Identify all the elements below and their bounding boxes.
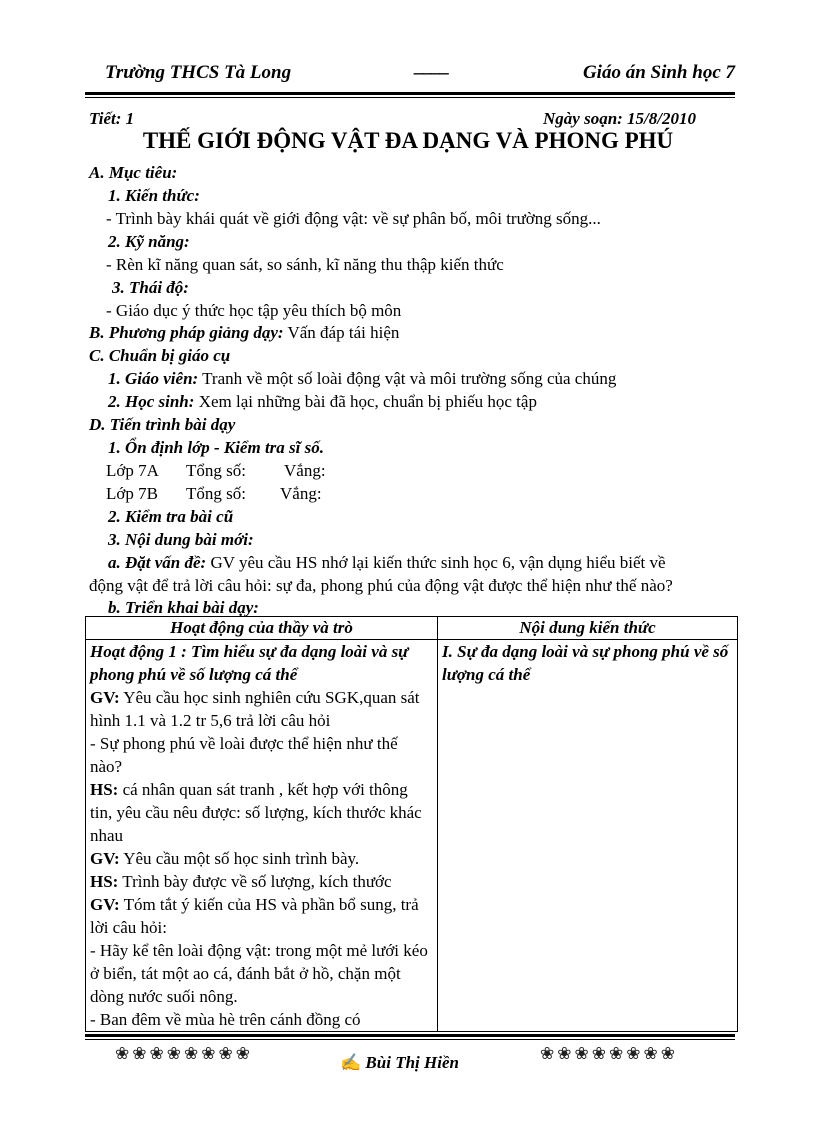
header-separator: ____ [415, 56, 449, 77]
knowledge-cell [438, 640, 738, 1032]
gv-text: Yêu cầu học sinh nghiên cứu SGK,quan sát hình 1.1 và 1.2 tr 5,6 trả lời câu hỏi [90, 688, 420, 730]
col-teacher-student-header: Hoạt động của thầy và trò [86, 617, 438, 640]
gv-instruction-1 [90, 686, 433, 732]
school-name: Trường THCS Tà Long [105, 62, 292, 83]
lesson-title: THẾ GIỚI ĐỘNG VẬT ĐA DẠNG VÀ PHONG PHÚ [142, 128, 674, 153]
hs-response-2 [90, 870, 433, 893]
section-d3b-heading: b. Triển khai bài dạy: [108, 598, 259, 617]
activity-title: Hoạt động 1 : Tìm hiểu sự đa dạng loài và sự phong phú về số lượng cá thể [90, 642, 409, 684]
section-a2-text: - Rèn kĩ năng quan sát, so sánh, kĩ năng thu thập kiến thức [106, 255, 504, 274]
section-d2-heading: 2. Kiểm tra bài cũ [108, 507, 234, 526]
author-signature [340, 1053, 459, 1073]
question-1: - Sự phong phú về loài được thể hiện như thế nào? [90, 734, 398, 776]
col-knowledge-header: Nội dung kiến thức [438, 617, 738, 640]
class-row-7a [106, 460, 326, 482]
section-c2-text: Xem lại những bài đã học, chuẩn bị phiếu học tập [198, 392, 537, 411]
section-a2-heading: 2. Kỹ năng: [108, 232, 190, 251]
lesson-activity-table [85, 616, 738, 1032]
section-b-text: Vấn đáp tái hiện [287, 323, 400, 342]
page-header [85, 56, 735, 90]
section-c1-label: 1. Giáo viên: [108, 369, 199, 388]
section-c2-label: 2. Học sinh: [108, 392, 195, 411]
table-row [86, 640, 738, 1032]
section-d3a [108, 552, 666, 574]
section-a1-text: - Trình bày khái quát về giới động vật: về sự phân bố, môi trường sống... [106, 209, 601, 228]
section-c-heading: C. Chuẩn bị giáo cụ [89, 346, 231, 365]
section-a3-text: - Giáo dục ý thức học tập yêu thích bộ môn [106, 301, 402, 320]
subject-name: Giáo án Sinh học 7 [582, 62, 735, 83]
period-label: Tiết: 1 [89, 109, 135, 128]
hs-label: HS: [90, 780, 119, 799]
section-d3a-label: a. Đặt vấn đề: [108, 553, 207, 572]
class-name: Lớp 7B [106, 484, 158, 503]
prep-date: Ngày soạn: 15/8/2010 [543, 109, 696, 128]
hs-text: cá nhân quan sát tranh , kết hợp với thông tin, yêu cầu nêu được: số lượng, kích thước khác nhau [90, 780, 422, 845]
section-c1-text: Tranh về một số loài động vật và môi trường sống của chúng [202, 369, 617, 388]
section-b [89, 322, 399, 344]
flower-decoration-right: ❀❀❀❀❀❀❀❀ [540, 1044, 678, 1063]
class-row-7b [106, 483, 322, 505]
footer-rule-thick [85, 1034, 735, 1037]
section-c1 [108, 368, 616, 390]
author-name: Bùi Thị Hiền [365, 1053, 459, 1072]
gv-text: Yêu cầu một số học sinh trình bày. [123, 849, 360, 868]
hs-label: HS: [90, 872, 119, 891]
gv-instruction-2 [90, 847, 433, 870]
activity-cell [86, 640, 438, 1032]
header-rule-thick [85, 92, 735, 95]
gv-label: GV: [90, 849, 120, 868]
footer-rule-thin [85, 1039, 735, 1040]
hs-response-1 [90, 778, 433, 847]
section-d3a-text-2: động vật để trả lời câu hỏi: sự đa, phong phú của động vật được thể hiện như thế nào? [89, 576, 673, 595]
gv-label: GV: [90, 895, 120, 914]
section-c2 [108, 391, 537, 413]
table-header-row [86, 617, 738, 640]
class-name: Lớp 7A [106, 461, 159, 480]
section-b-heading: B. Phương pháp giảng dạy: [89, 323, 284, 342]
section-d1-heading: 1. Ổn định lớp - Kiểm tra sĩ số. [108, 438, 324, 457]
section-d3a-text-1: GV yêu cầu HS nhớ lại kiến thức sinh học 6, vận dụng hiểu biết về [210, 553, 666, 572]
gv-label: GV: [90, 688, 120, 707]
absent-label: Vắng: [284, 461, 326, 480]
hs-text: Trình bày được về số lượng, kích thước [122, 872, 392, 891]
question-2: - Hãy kể tên loài động vật: trong một mẻ lưới kéo ở biển, tát một ao cá, đánh bắt ở hồ, chặn một dòng nước suối nông. [90, 941, 428, 1006]
question-3: - Ban đêm về mùa hè trên cánh đồng có [90, 1010, 361, 1029]
gv-instruction-3 [90, 893, 433, 939]
pen-icon: ✍ [340, 1053, 362, 1072]
content-heading: I. Sự đa dạng loài và sự phong phú về số lượng cá thể [442, 642, 729, 684]
flower-decoration-left: ❀❀❀❀❀❀❀❀ [115, 1044, 253, 1063]
total-label: Tổng số: [186, 484, 246, 503]
section-d-heading: D. Tiến trình bài dạy [89, 415, 236, 434]
total-label: Tổng số: [186, 461, 246, 480]
section-a1-heading: 1. Kiến thức: [108, 186, 200, 205]
section-d3-heading: 3. Nội dung bài mới: [108, 530, 254, 549]
absent-label: Vắng: [280, 484, 322, 503]
section-a-heading: A. Mục tiêu: [89, 163, 178, 182]
section-a3-heading: 3. Thái độ: [112, 278, 189, 297]
header-rule-thin [85, 97, 735, 98]
gv-text: Tóm tắt ý kiến của HS và phần bổ sung, trả lời câu hỏi: [90, 895, 419, 937]
